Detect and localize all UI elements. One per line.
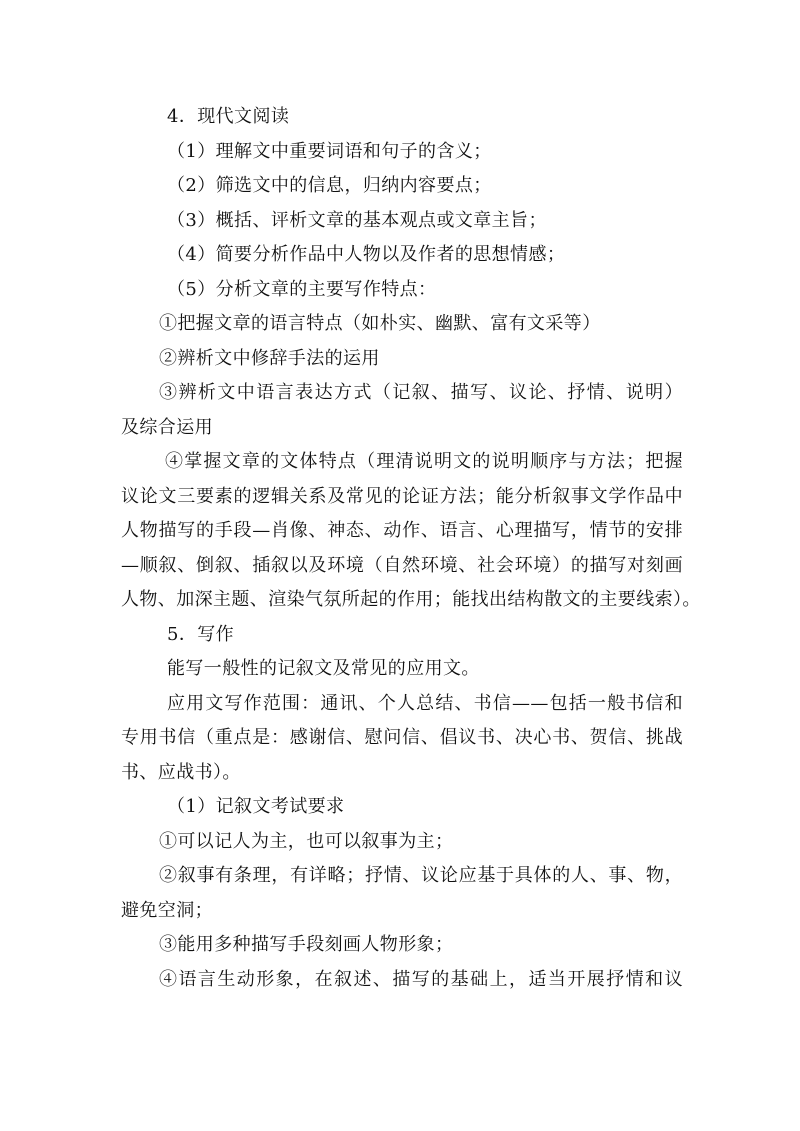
text-line: 能写一般性的记叙文及常见的应用文。 xyxy=(167,658,480,679)
text-line: 人物、加深主题、渲染气氛所起的作用；能找出结构散文的主要线索）。 xyxy=(121,589,701,610)
document-body xyxy=(121,100,701,997)
text-line: ②辨析文中修辞手法的运用 xyxy=(159,347,380,369)
text-line: （4）简要分析作品中人物以及作者的思想情感； xyxy=(167,244,566,265)
text-line: （3）概括、评析文章的基本观点或文章主旨； xyxy=(167,209,547,231)
text-line: 专用书信（重点是：感谢信、慰问信、倡议书、决心书、贺信、挑战 xyxy=(121,727,683,748)
text-line: ①把握文章的语言特点（如朴实、幽默、富有文采等） xyxy=(159,313,601,334)
text-line: 议论文三要素的逻辑关系及常见的论证方法；能分析叙事文学作品中 xyxy=(121,485,683,507)
text-line: ③辨析文中语言表达方式（记叙、描写、议论、抒情、说明） xyxy=(159,382,683,403)
text-line: 人物描写的手段—肖像、神态、动作、语言、心理描写，情节的安排 xyxy=(121,520,683,541)
text-line: 及综合运用 xyxy=(121,416,213,438)
text-line: ④语言生动形象，在叙述、描写的基础上，适当开展抒情和议 xyxy=(159,968,683,990)
subsection-heading-narrative: （1）记叙文考试要求 xyxy=(167,796,345,817)
section-heading-modern-reading: 4．现代文阅读 xyxy=(167,106,290,127)
text-line: 应用文写作范围：通讯、个人总结、书信——包括一般书信和 xyxy=(167,692,683,714)
text-line: 书、应战书）。 xyxy=(121,761,241,783)
text-line: ②叙事有条理，有详略；抒情、议论应基于具体的人、事、物， xyxy=(159,865,683,886)
text-line: （5）分析文章的主要写作特点： xyxy=(167,278,437,300)
text-line: （2）筛选文中的信息，归纳内容要点； xyxy=(167,175,492,196)
text-line: ①可以记人为主，也可以叙事为主； xyxy=(159,830,454,852)
text-line: ④掌握文章的文体特点（理清说明文的说明顺序与方法；把握 xyxy=(165,451,683,472)
text-line: 避免空洞； xyxy=(121,899,213,921)
text-line: ③能用多种描写手段刻画人物形象； xyxy=(159,934,454,955)
text-line: —顺叙、倒叙、插叙以及环境（自然环境、社会环境）的描写对刻画 xyxy=(121,554,683,576)
section-heading-writing: 5．写作 xyxy=(167,623,235,645)
text-line: （1）理解文中重要词语和句子的含义； xyxy=(167,140,492,162)
